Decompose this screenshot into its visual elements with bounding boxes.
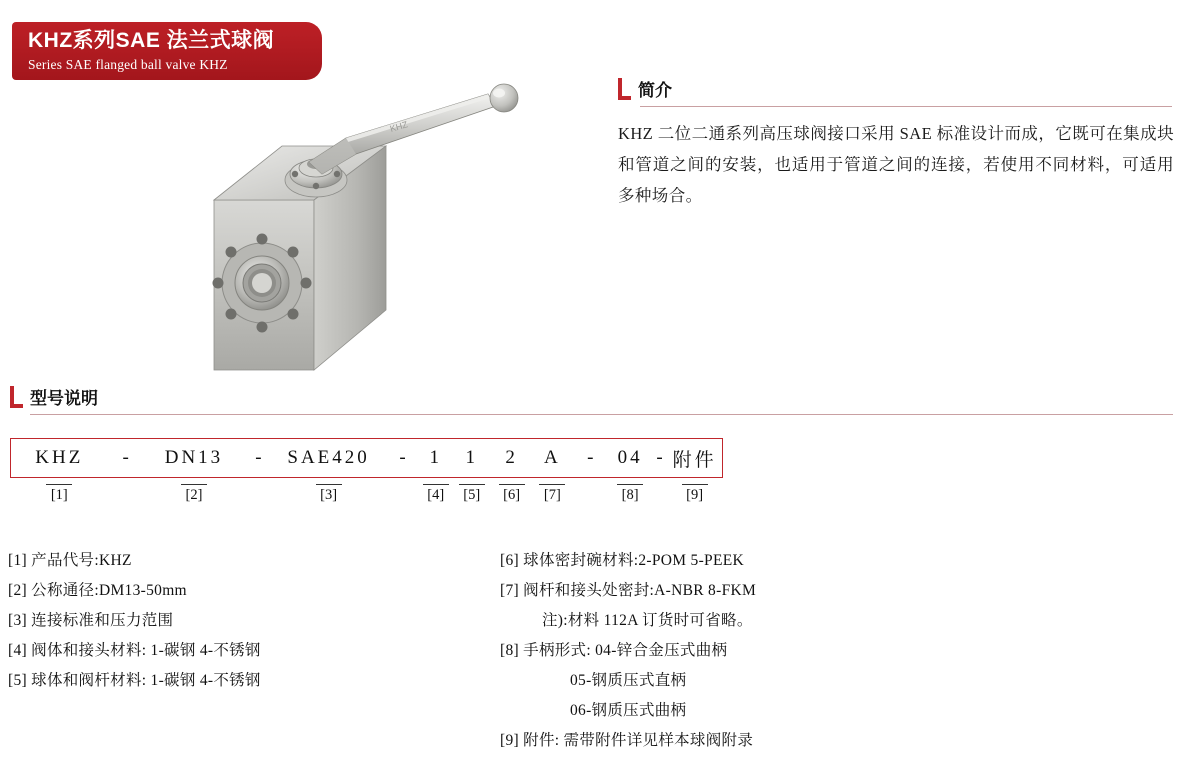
code-separator-7: - xyxy=(587,447,594,468)
code-part-9: 附件 xyxy=(672,449,717,471)
code-part-6: 2 xyxy=(505,447,518,468)
code-separator-8: - xyxy=(656,447,663,468)
corner-mark-icon xyxy=(10,386,23,408)
code-separator-1: - xyxy=(122,447,129,468)
title-english: Series SAE flanged ball valve KHZ xyxy=(28,57,228,72)
code-part-8: 04 xyxy=(617,447,643,468)
legend-item: [1] 产品代号:KHZ xyxy=(8,552,132,569)
legend-column-right xyxy=(500,546,756,756)
model-code-row xyxy=(10,438,723,478)
legend-subitem: 05-钢质压式直柄 xyxy=(570,672,687,689)
index-3: [3] xyxy=(316,484,342,504)
code-part-3: SAE420 xyxy=(287,447,370,468)
code-separator-3: - xyxy=(399,447,406,468)
model-heading: 型号说明 xyxy=(30,389,98,408)
legend-item: [7] 阀杆和接头处密封:A-NBR 8-FKM xyxy=(500,582,757,599)
code-part-1: KHZ xyxy=(35,447,84,468)
model-section-header xyxy=(10,386,98,408)
legend-item: [4] 阀体和接头材料: 1-碳钢 4-不锈钢 xyxy=(8,642,261,659)
legend-note: 注):材料 112A 订货时可省略。 xyxy=(542,612,753,629)
index-8: [8] xyxy=(617,484,643,504)
ball-valve-illustration xyxy=(196,70,576,390)
corner-mark-icon xyxy=(618,78,631,100)
index-2: [2] xyxy=(181,484,207,504)
index-6: [6] xyxy=(499,484,525,504)
index-9: [9] xyxy=(682,484,708,504)
intro-heading: 简介 xyxy=(638,81,672,100)
index-5: [5] xyxy=(459,484,485,504)
code-separator-2: - xyxy=(255,447,262,468)
legend-item: [2] 公称通径:DM13-50mm xyxy=(8,582,187,599)
index-1: [1] xyxy=(46,484,72,504)
legend-item: [6] 球体密封碗材料:2-POM 5-PEEK xyxy=(500,552,744,569)
legend-subitem: 06-钢质压式曲柄 xyxy=(570,702,687,719)
model-index-row xyxy=(10,484,723,508)
model-divider xyxy=(30,414,1173,415)
legend-item: [5] 球体和阀杆材料: 1-碳钢 4-不锈钢 xyxy=(8,672,261,689)
code-part-4: 1 xyxy=(429,447,442,468)
legend-item: [3] 连接标准和压力范围 xyxy=(8,612,174,629)
code-part-5: 1 xyxy=(465,447,479,468)
legend-item: [8] 手柄形式: 04-锌合金压式曲柄 xyxy=(500,642,728,659)
intro-paragraph: KHZ 二位二通系列高压球阀接口采用 SAE 标准设计而成，它既可在集成块和管道之间的安装，也适用于管道之间的连接，若使用不同材料，可适用多种场合。 xyxy=(618,124,1174,205)
index-7: [7] xyxy=(539,484,565,504)
svg-text:KHZ: KHZ xyxy=(388,119,409,134)
intro-divider xyxy=(640,106,1172,107)
index-4: [4] xyxy=(423,484,449,504)
title-chinese: KHZ系列SAE 法兰式球阀 xyxy=(28,29,275,52)
code-part-2: DN13 xyxy=(164,447,224,468)
product-photo xyxy=(196,70,576,390)
legend-item: [9] 附件: 需带附件详见样本球阀附录 xyxy=(500,732,754,749)
intro-section-header xyxy=(618,78,672,100)
code-part-7: A xyxy=(544,447,561,468)
legend-column-left xyxy=(8,546,261,696)
